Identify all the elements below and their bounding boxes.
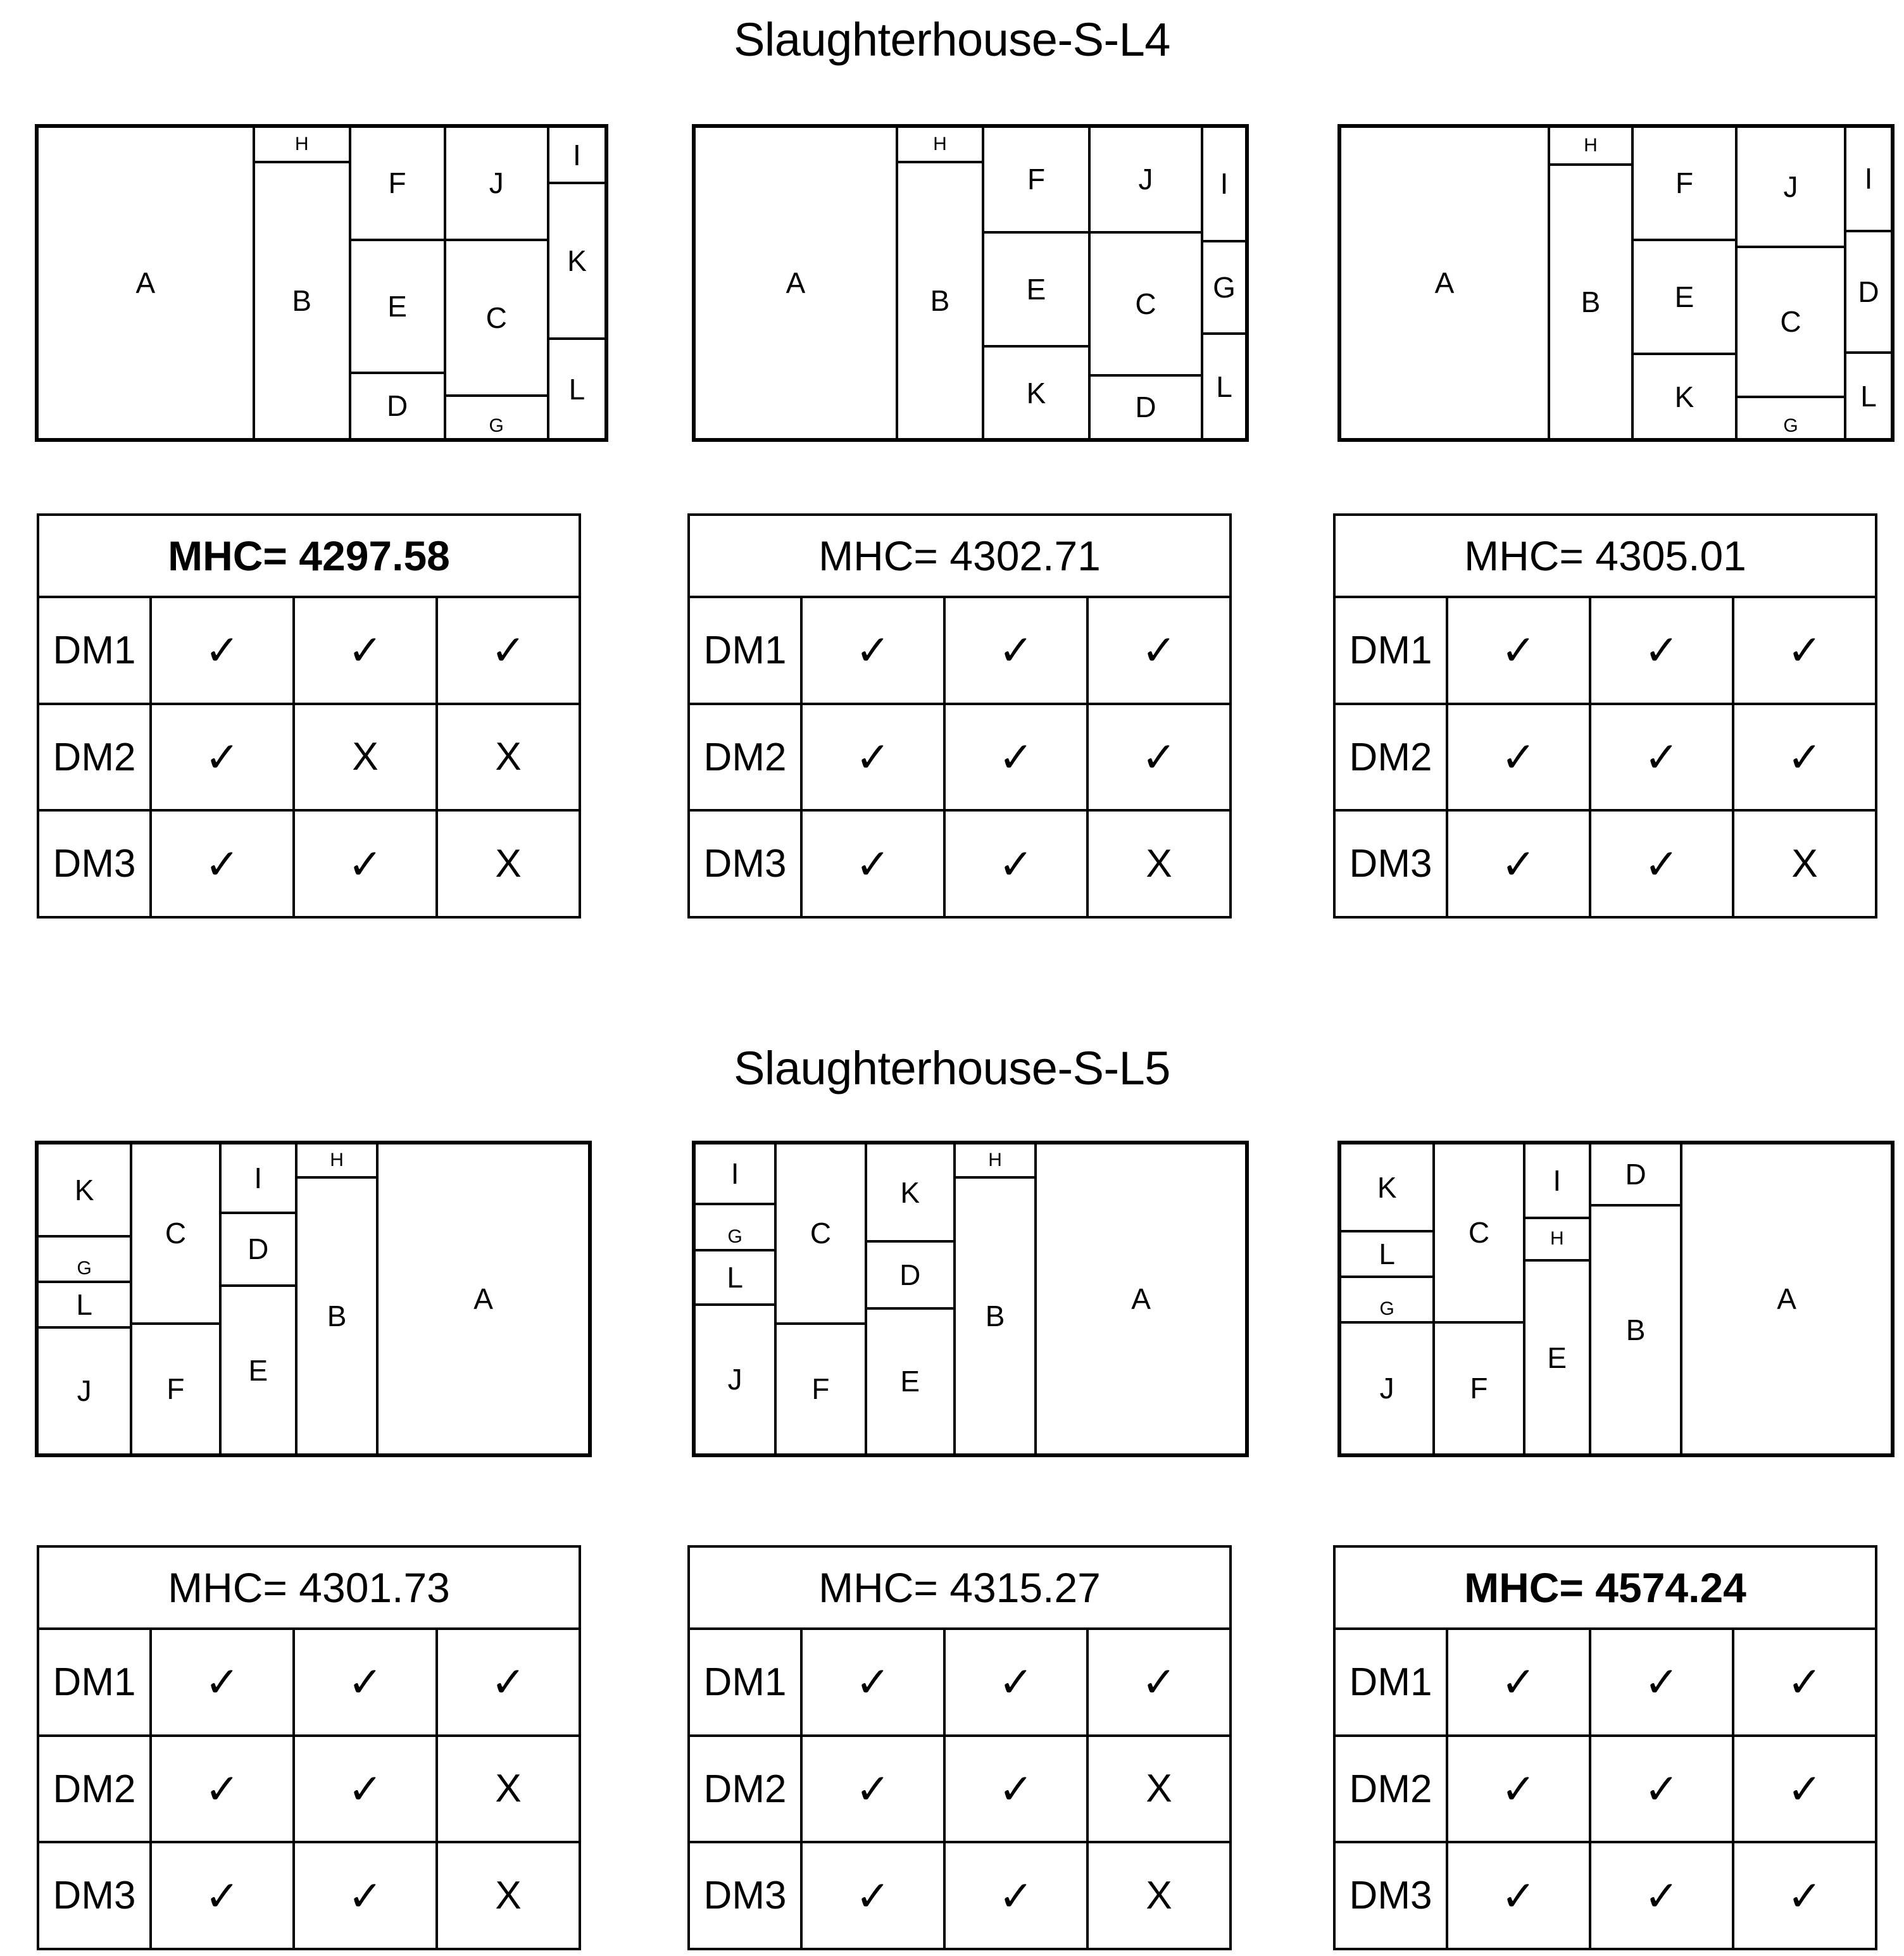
check-glyph: ✓ xyxy=(998,1872,1034,1919)
layout-block-i: I xyxy=(1202,127,1246,241)
facility-layout-l4-2 xyxy=(692,124,1249,442)
table-row xyxy=(690,812,1229,916)
layout-block-k: K xyxy=(983,346,1089,439)
check-mark-icon xyxy=(152,812,295,916)
layout-block-a: A xyxy=(1340,127,1549,439)
table-row xyxy=(39,1737,579,1844)
check-mark-icon xyxy=(803,812,946,916)
layout-block-l: L xyxy=(694,1250,775,1305)
check-mark-icon xyxy=(295,1843,438,1948)
check-mark-icon xyxy=(1591,812,1734,916)
check-glyph: ✓ xyxy=(348,1658,383,1706)
cross-mark-icon xyxy=(1089,1737,1229,1841)
check-mark-icon xyxy=(1089,1630,1229,1734)
x-glyph: X xyxy=(1146,1767,1172,1810)
check-glyph: ✓ xyxy=(1644,1658,1679,1706)
check-mark-icon xyxy=(1448,1843,1591,1948)
check-mark-icon xyxy=(1591,705,1734,810)
check-mark-icon xyxy=(152,598,295,703)
check-mark-icon xyxy=(1734,1843,1875,1948)
layout-block-l: L xyxy=(37,1282,131,1327)
check-glyph: ✓ xyxy=(491,627,526,674)
cross-mark-icon xyxy=(438,812,579,916)
cross-mark-icon xyxy=(438,705,579,810)
layout-block-j: J xyxy=(1340,1322,1434,1455)
layout-block-i: I xyxy=(694,1143,775,1204)
check-glyph: ✓ xyxy=(204,734,240,781)
check-glyph: ✓ xyxy=(348,627,383,674)
check-mark-icon xyxy=(295,598,438,703)
check-mark-icon xyxy=(946,1737,1089,1841)
table-row xyxy=(1336,812,1875,916)
decision-maker-label: DM3 xyxy=(1336,1843,1448,1948)
check-glyph: ✓ xyxy=(348,1765,383,1812)
layout-block-f: F xyxy=(350,127,445,240)
mhc-value-header: MHC= 4315.27 xyxy=(690,1548,1229,1630)
x-glyph: X xyxy=(352,735,379,779)
check-mark-icon xyxy=(1734,598,1875,703)
layout-block-g: G xyxy=(694,1204,775,1251)
check-glyph: ✓ xyxy=(1501,1872,1536,1919)
layout-block-l: L xyxy=(1340,1231,1434,1277)
check-mark-icon xyxy=(946,1843,1089,1948)
check-glyph: ✓ xyxy=(998,627,1034,674)
layout-block-e: E xyxy=(1524,1260,1590,1455)
cross-mark-icon xyxy=(1734,812,1875,916)
mhc-table-l5-2 xyxy=(687,1545,1232,1950)
check-mark-icon xyxy=(152,1737,295,1841)
layout-block-h: H xyxy=(955,1143,1036,1177)
layout-block-i: I xyxy=(1524,1143,1590,1218)
check-mark-icon xyxy=(946,1630,1089,1734)
check-glyph: ✓ xyxy=(1644,627,1679,674)
table-row xyxy=(690,1737,1229,1844)
layout-block-c: C xyxy=(445,240,548,396)
check-mark-icon xyxy=(1448,705,1591,810)
check-glyph: ✓ xyxy=(348,1872,383,1919)
table-row xyxy=(1336,705,1875,812)
table-row xyxy=(39,598,579,705)
x-glyph: X xyxy=(495,841,522,886)
check-glyph: ✓ xyxy=(1787,734,1822,781)
mhc-value-header: MHC= 4301.73 xyxy=(39,1548,579,1630)
x-glyph: X xyxy=(1146,1873,1172,1917)
check-glyph: ✓ xyxy=(1141,1658,1177,1706)
check-glyph: ✓ xyxy=(855,1658,891,1706)
layout-block-d: D xyxy=(350,373,445,439)
check-glyph: ✓ xyxy=(491,1658,526,1706)
cross-mark-icon xyxy=(438,1737,579,1841)
decision-maker-label: DM2 xyxy=(1336,1737,1448,1841)
layout-block-k: K xyxy=(37,1143,131,1236)
layout-block-e: E xyxy=(350,240,445,373)
mhc-table-l5-3 xyxy=(1333,1545,1877,1950)
x-glyph: X xyxy=(495,735,522,779)
section-title-l4: Slaughterhouse-S-L4 xyxy=(734,13,1170,66)
layout-block-d: D xyxy=(1845,231,1892,353)
check-mark-icon xyxy=(1448,1630,1591,1734)
check-mark-icon xyxy=(1734,1630,1875,1734)
decision-maker-label: DM1 xyxy=(690,1630,803,1734)
layout-block-b: B xyxy=(955,1177,1036,1455)
cross-mark-icon xyxy=(1089,1843,1229,1948)
check-mark-icon xyxy=(295,1737,438,1841)
layout-block-l: L xyxy=(1845,353,1892,439)
layout-block-h: H xyxy=(1524,1218,1590,1261)
check-glyph: ✓ xyxy=(204,1658,240,1706)
layout-block-l: L xyxy=(1202,334,1246,439)
layout-block-g: G xyxy=(1340,1277,1434,1322)
decision-maker-label: DM1 xyxy=(1336,598,1448,703)
table-row xyxy=(1336,1630,1875,1737)
check-glyph: ✓ xyxy=(1644,1765,1679,1812)
check-glyph: ✓ xyxy=(1787,1872,1822,1919)
layout-block-j: J xyxy=(1736,127,1845,247)
layout-block-f: F xyxy=(1632,127,1736,240)
layout-block-k: K xyxy=(866,1143,955,1241)
layout-block-h: H xyxy=(254,127,350,162)
check-glyph: ✓ xyxy=(1644,734,1679,781)
layout-block-b: B xyxy=(1549,165,1632,439)
layout-block-g: G xyxy=(1202,241,1246,334)
decision-maker-label: DM2 xyxy=(690,705,803,810)
layout-block-f: F xyxy=(131,1324,220,1455)
check-mark-icon xyxy=(803,598,946,703)
layout-block-d: D xyxy=(220,1213,296,1286)
layout-block-b: B xyxy=(897,162,983,439)
check-glyph: ✓ xyxy=(998,1765,1034,1812)
layout-block-c: C xyxy=(1434,1143,1524,1322)
table-row xyxy=(39,812,579,916)
layout-block-j: J xyxy=(445,127,548,240)
check-mark-icon xyxy=(803,705,946,810)
check-glyph: ✓ xyxy=(1141,734,1177,781)
decision-maker-label: DM2 xyxy=(690,1737,803,1841)
check-mark-icon xyxy=(803,1737,946,1841)
check-glyph: ✓ xyxy=(1501,627,1536,674)
mhc-value-header: MHC= 4305.01 xyxy=(1336,516,1875,598)
mhc-table-l5-1 xyxy=(37,1545,581,1950)
check-mark-icon xyxy=(438,1630,579,1734)
table-row xyxy=(1336,1843,1875,1948)
layout-block-a: A xyxy=(37,127,254,439)
mhc-value-header: MHC= 4302.71 xyxy=(690,516,1229,598)
layout-block-g: G xyxy=(445,396,548,439)
layout-block-d: D xyxy=(866,1241,955,1308)
check-mark-icon xyxy=(1591,1630,1734,1734)
layout-block-k: K xyxy=(548,183,606,339)
check-mark-icon xyxy=(1591,1843,1734,1948)
layout-block-i: I xyxy=(548,127,606,183)
check-mark-icon xyxy=(295,1630,438,1734)
check-glyph: ✓ xyxy=(855,1765,891,1812)
decision-maker-label: DM1 xyxy=(690,598,803,703)
check-mark-icon xyxy=(803,1630,946,1734)
x-glyph: X xyxy=(495,1767,522,1810)
layout-block-f: F xyxy=(983,127,1089,232)
table-row xyxy=(1336,598,1875,705)
decision-maker-label: DM3 xyxy=(1336,812,1448,916)
check-mark-icon xyxy=(1448,1737,1591,1841)
check-mark-icon xyxy=(946,598,1089,703)
layout-block-j: J xyxy=(37,1327,131,1455)
layout-block-a: A xyxy=(1036,1143,1246,1455)
layout-block-h: H xyxy=(897,127,983,162)
check-glyph: ✓ xyxy=(1501,1658,1536,1706)
layout-block-e: E xyxy=(983,232,1089,347)
table-row xyxy=(1336,1737,1875,1844)
layout-block-i: I xyxy=(220,1143,296,1213)
decision-maker-label: DM1 xyxy=(39,1630,152,1734)
check-mark-icon xyxy=(295,812,438,916)
check-mark-icon xyxy=(946,705,1089,810)
check-mark-icon xyxy=(803,1843,946,1948)
check-mark-icon xyxy=(152,705,295,810)
mhc-table-l4-3 xyxy=(1333,513,1877,918)
facility-layout-l4-1 xyxy=(35,124,608,442)
decision-maker-label: DM2 xyxy=(1336,705,1448,810)
mhc-value-header: MHC= 4574.24 xyxy=(1336,1548,1875,1630)
layout-block-e: E xyxy=(220,1286,296,1455)
cross-mark-icon xyxy=(295,705,438,810)
check-glyph: ✓ xyxy=(1787,1658,1822,1706)
layout-block-d: D xyxy=(1590,1143,1681,1205)
check-glyph: ✓ xyxy=(998,734,1034,781)
decision-maker-label: DM3 xyxy=(39,1843,152,1948)
mhc-table-l4-2 xyxy=(687,513,1232,918)
decision-maker-label: DM1 xyxy=(1336,1630,1448,1734)
decision-maker-label: DM3 xyxy=(39,812,152,916)
layout-block-b: B xyxy=(1590,1205,1681,1455)
check-glyph: ✓ xyxy=(348,840,383,887)
layout-block-c: C xyxy=(1736,247,1845,396)
check-mark-icon xyxy=(438,598,579,703)
check-glyph: ✓ xyxy=(1644,840,1679,887)
check-mark-icon xyxy=(1089,705,1229,810)
check-mark-icon xyxy=(1591,1737,1734,1841)
check-mark-icon xyxy=(1448,812,1591,916)
layout-block-e: E xyxy=(1632,240,1736,354)
layout-block-i: I xyxy=(1845,127,1892,231)
check-glyph: ✓ xyxy=(1501,734,1536,781)
check-mark-icon xyxy=(152,1843,295,1948)
check-mark-icon xyxy=(1734,1737,1875,1841)
check-glyph: ✓ xyxy=(204,627,240,674)
layout-block-j: J xyxy=(694,1305,775,1455)
table-row xyxy=(39,705,579,812)
decision-maker-label: DM3 xyxy=(690,1843,803,1948)
layout-block-g: G xyxy=(37,1236,131,1282)
layout-block-c: C xyxy=(1089,232,1202,375)
decision-maker-label: DM3 xyxy=(690,812,803,916)
table-row xyxy=(690,1843,1229,1948)
table-row xyxy=(690,598,1229,705)
layout-block-e: E xyxy=(866,1308,955,1455)
decision-maker-label: DM2 xyxy=(39,705,152,810)
check-glyph: ✓ xyxy=(998,840,1034,887)
layout-block-f: F xyxy=(1434,1322,1524,1455)
check-glyph: ✓ xyxy=(204,840,240,887)
layout-block-c: C xyxy=(775,1143,865,1324)
check-mark-icon xyxy=(946,812,1089,916)
table-row xyxy=(690,1630,1229,1737)
check-glyph: ✓ xyxy=(1141,627,1177,674)
layout-block-b: B xyxy=(254,162,350,439)
layout-block-k: K xyxy=(1340,1143,1434,1231)
section-title-l5: Slaughterhouse-S-L5 xyxy=(734,1042,1170,1094)
cross-mark-icon xyxy=(1089,812,1229,916)
layout-block-a: A xyxy=(694,127,897,439)
check-glyph: ✓ xyxy=(204,1765,240,1812)
check-mark-icon xyxy=(152,1630,295,1734)
check-mark-icon xyxy=(1448,598,1591,703)
layout-block-g: G xyxy=(1736,397,1845,439)
facility-layout-l5-2 xyxy=(692,1141,1249,1457)
x-glyph: X xyxy=(1146,841,1172,886)
x-glyph: X xyxy=(495,1873,522,1917)
layout-block-b: B xyxy=(296,1177,377,1455)
check-glyph: ✓ xyxy=(204,1872,240,1919)
check-glyph: ✓ xyxy=(855,627,891,674)
mhc-table-l4-1 xyxy=(37,513,581,918)
facility-layout-l5-3 xyxy=(1337,1141,1895,1457)
layout-block-j: J xyxy=(1089,127,1202,232)
check-glyph: ✓ xyxy=(855,1872,891,1919)
check-mark-icon xyxy=(1089,598,1229,703)
decision-maker-label: DM1 xyxy=(39,598,152,703)
decision-maker-label: DM2 xyxy=(39,1737,152,1841)
table-row xyxy=(690,705,1229,812)
mhc-value-header: MHC= 4297.58 xyxy=(39,516,579,598)
layout-block-a: A xyxy=(377,1143,589,1455)
check-glyph: ✓ xyxy=(855,734,891,781)
layout-block-h: H xyxy=(296,1143,377,1177)
table-row xyxy=(39,1630,579,1737)
facility-layout-l5-1 xyxy=(35,1141,592,1457)
layout-block-c: C xyxy=(131,1143,220,1324)
check-mark-icon xyxy=(1591,598,1734,703)
layout-block-f: F xyxy=(775,1324,865,1455)
check-glyph: ✓ xyxy=(1787,1765,1822,1812)
check-glyph: ✓ xyxy=(1501,1765,1536,1812)
check-glyph: ✓ xyxy=(998,1658,1034,1706)
check-glyph: ✓ xyxy=(855,840,891,887)
table-row xyxy=(39,1843,579,1948)
layout-block-d: D xyxy=(1089,375,1202,439)
facility-layout-l4-3 xyxy=(1337,124,1895,442)
cross-mark-icon xyxy=(438,1843,579,1948)
layout-block-a: A xyxy=(1681,1143,1892,1455)
layout-block-h: H xyxy=(1549,127,1632,165)
check-glyph: ✓ xyxy=(1644,1872,1679,1919)
check-glyph: ✓ xyxy=(1501,840,1536,887)
layout-block-l: L xyxy=(548,339,606,439)
layout-block-k: K xyxy=(1632,354,1736,439)
check-mark-icon xyxy=(1734,705,1875,810)
check-glyph: ✓ xyxy=(1787,627,1822,674)
x-glyph: X xyxy=(1791,841,1818,886)
